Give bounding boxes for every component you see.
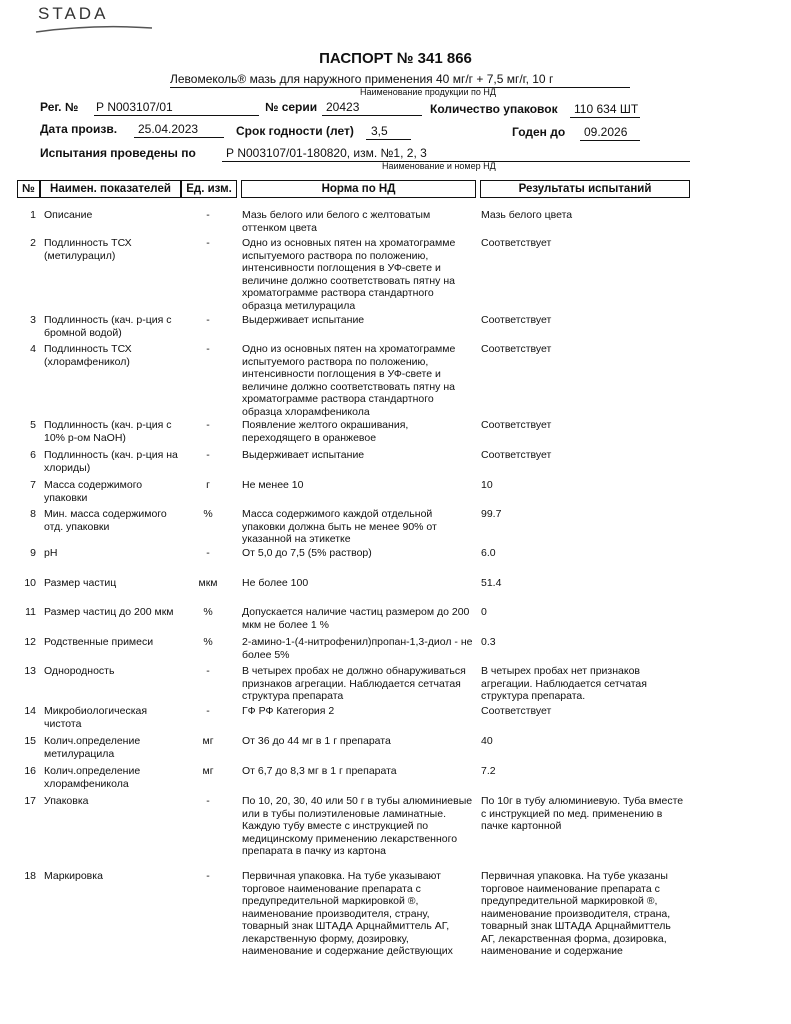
row-result: Соответствует <box>481 449 552 461</box>
product-caption: Наименование продукции по НД <box>360 87 496 97</box>
series-label: № серии <box>265 100 318 114</box>
tests-label: Испытания проведены по <box>40 146 196 160</box>
row-name: Подлинность ТСХ (хлорамфеникол) <box>44 343 132 368</box>
shelf-value: 3,5 <box>371 124 388 138</box>
row-name: Колич.определение метилурацила <box>44 735 141 760</box>
row-result: Соответствует <box>481 419 552 431</box>
reg-label: Рег. № <box>40 100 79 114</box>
row-unit: - <box>206 419 210 431</box>
row-unit: - <box>206 665 210 677</box>
row-num: 18 <box>24 870 36 882</box>
tests-value: Р N003107/01-180820, изм. №1, 2, 3 <box>226 146 427 160</box>
qty-label: Количество упаковок <box>430 102 558 116</box>
row-result: 40 <box>481 735 493 747</box>
date-label: Дата произв. <box>40 122 118 136</box>
row-num: 6 <box>30 449 36 461</box>
col-header-norm: Норма по НД <box>241 180 476 198</box>
row-num: 5 <box>30 419 36 431</box>
stada-logo: STADA <box>38 4 109 23</box>
row-result: В четырех пробах нет признаков агрегации. Наблюдается сетчатая структура препарата. <box>481 665 647 702</box>
row-norm: Появление желтого окрашивания, переходящего в оранжевое <box>242 419 409 444</box>
date-underline <box>134 137 224 138</box>
row-num: 2 <box>30 237 36 249</box>
date-value: 25.04.2023 <box>138 122 199 136</box>
row-norm: 2-амино-1-(4-нитрофенил)пропан-1,3-диол - не более 5% <box>242 636 473 661</box>
reg-underline <box>94 115 259 116</box>
row-name: pH <box>44 547 58 559</box>
row-name: Однородность <box>44 665 115 677</box>
row-result: Мазь белого цвета <box>481 209 573 221</box>
row-result: 0.3 <box>481 636 496 648</box>
row-unit: % <box>203 508 213 520</box>
row-unit: мкм <box>198 577 218 589</box>
qty-underline <box>570 117 640 118</box>
row-norm: Одно из основных пятен на хроматограмме испытуемого раствора по положению, интенсивности поглощения в УФ-свете и величине должно соответствовать пятну на хроматограмме раствора стандартного образца хлорамфеникола <box>242 343 456 418</box>
series-underline <box>322 115 422 116</box>
row-num: 17 <box>24 795 36 807</box>
row-name: Подлинность (кач. р-ция с 10% р-ом NaOH) <box>44 419 172 444</box>
row-name: Маркировка <box>44 870 103 882</box>
row-norm: Не более 100 <box>242 577 309 589</box>
product-name: Левомеколь® мазь для наружного применения 40 мг/г + 7,5 мг/г, 10 г <box>170 72 554 86</box>
row-norm: Выдерживает испытание <box>242 449 365 461</box>
col-header-result: Результаты испытаний <box>480 180 690 198</box>
row-unit: % <box>203 606 213 618</box>
row-name: Размер частиц до 200 мкм <box>44 606 174 618</box>
row-unit: - <box>206 449 210 461</box>
row-unit: - <box>206 547 210 559</box>
row-num: 1 <box>30 209 36 221</box>
row-num: 4 <box>30 343 36 355</box>
row-name: Мин. масса содержимого отд. упаковки <box>44 508 167 533</box>
shelf-underline <box>366 139 411 140</box>
row-result: Соответствует <box>481 705 552 717</box>
row-unit: - <box>206 314 210 326</box>
row-result: Соответствует <box>481 237 552 249</box>
row-norm: От 6,7 до 8,3 мг в 1 г препарата <box>242 765 397 777</box>
row-unit: - <box>206 795 210 807</box>
row-norm: Допускается наличие частиц размером до 200 мкм не более 1 % <box>242 606 470 631</box>
row-result: 10 <box>481 479 493 491</box>
row-unit: - <box>206 870 210 882</box>
row-norm: ГФ РФ Категория 2 <box>242 705 335 717</box>
row-norm: Одно из основных пятен на хроматограмме испытуемого раствора по положению, интенсивности поглощения в УФ-свете и величине должно соответствовать пятну на хроматограмме раствора стандартного образца метилурацила <box>242 237 456 312</box>
row-num: 3 <box>30 314 36 326</box>
row-num: 7 <box>30 479 36 491</box>
qty-value: 110 634 ШТ <box>574 102 639 116</box>
col-header-name: Наимен. показателей <box>40 180 181 198</box>
reg-value: Р N003107/01 <box>96 100 173 114</box>
row-unit: % <box>203 636 213 648</box>
col-header-num: № <box>17 180 40 198</box>
row-norm: Мазь белого или белого с желтоватым оттенком цвета <box>242 209 431 234</box>
row-num: 16 <box>24 765 36 777</box>
row-result: 7.2 <box>481 765 496 777</box>
row-name: Подлинность (кач. р-ция на хлориды) <box>44 449 178 474</box>
row-norm: Масса содержимого каждой отдельной упаковки должна быть не менее 90% от указанной на этикетке <box>242 508 437 545</box>
row-norm: Выдерживает испытание <box>242 314 365 326</box>
valid-until-value: 09.2026 <box>584 125 628 139</box>
passport-title: ПАСПОРТ № 341 866 <box>319 50 472 67</box>
row-norm: По 10, 20, 30, 40 или 50 г в тубы алюминиевые или в тубы полиэтиленовые ламинатные. Каждую тубу вместе с инструкцией по медицинскому применению лекарственного препарата в пачку из картона <box>242 795 473 857</box>
row-name: Описание <box>44 209 93 221</box>
row-name: Микробиологическая чистота <box>44 705 148 730</box>
row-unit: - <box>206 209 210 221</box>
row-num: 12 <box>24 636 36 648</box>
row-unit: мг <box>202 735 214 747</box>
row-unit: - <box>206 343 210 355</box>
row-unit: г <box>206 479 210 491</box>
series-value: 20423 <box>326 100 360 114</box>
row-num: 11 <box>25 606 36 618</box>
row-unit: мг <box>202 765 214 777</box>
row-name: Подлинность (кач. р-ция с бромной водой) <box>44 314 172 339</box>
row-name: Подлинность ТСХ (метилурацил) <box>44 237 132 262</box>
row-norm: Не менее 10 <box>242 479 304 491</box>
row-name: Колич.определение хлорамфеникола <box>44 765 141 790</box>
logo-swoosh-icon <box>34 22 154 36</box>
row-result: 99.7 <box>481 508 502 520</box>
row-result: По 10г в тубу алюминиевую. Туба вместе с инструкцией по мед. применению в пачке картонной <box>481 795 684 832</box>
row-num: 10 <box>24 577 36 589</box>
row-num: 15 <box>24 735 36 747</box>
row-result: Соответствует <box>481 343 552 355</box>
row-num: 13 <box>24 665 36 677</box>
row-num: 9 <box>30 547 36 559</box>
row-result: 6.0 <box>481 547 496 559</box>
row-result: 0 <box>481 606 487 618</box>
shelf-label: Срок годности (лет) <box>236 124 354 138</box>
row-norm: От 5,0 до 7,5 (5% раствор) <box>242 547 372 559</box>
row-unit: - <box>206 237 210 249</box>
row-unit: - <box>206 705 210 717</box>
row-norm: Первичная упаковка. На тубе указывают торговое наименование препарата с предупредительной маркировкой ®, наименование производителя, страну, товарный знак ШТАДА Арцнаймиттель АГ, лекарственную форму, дозировку, наименование и содержание действующих <box>242 870 453 957</box>
tests-caption: Наименование и номер НД <box>382 161 496 171</box>
valid-until-label: Годен до <box>512 125 566 139</box>
col-header-unit: Ед. изм. <box>181 180 237 198</box>
row-norm: От 36 до 44 мг в 1 г препарата <box>242 735 391 747</box>
row-name: Масса содержимого упаковки <box>44 479 143 504</box>
row-num: 14 <box>24 705 36 717</box>
row-name: Размер частиц <box>44 577 117 589</box>
row-result: Соответствует <box>481 314 552 326</box>
valid-underline <box>580 140 640 141</box>
row-result: 51.4 <box>481 577 502 589</box>
row-name: Упаковка <box>44 795 89 807</box>
row-norm: В четырех пробах не должно обнаруживаться признаков агрегации. Наблюдается сетчатая структура препарата <box>242 665 466 702</box>
row-name: Родственные примеси <box>44 636 154 648</box>
row-num: 8 <box>30 508 36 520</box>
row-result: Первичная упаковка. На тубе указаны торговое наименование препарата с предупредительной маркировкой ®, наименование производителя, страна, товарный знак ШТАДА Арцнаймиттель АГ, лекарственная форма, дозировка, наименование и содержание <box>481 870 671 957</box>
